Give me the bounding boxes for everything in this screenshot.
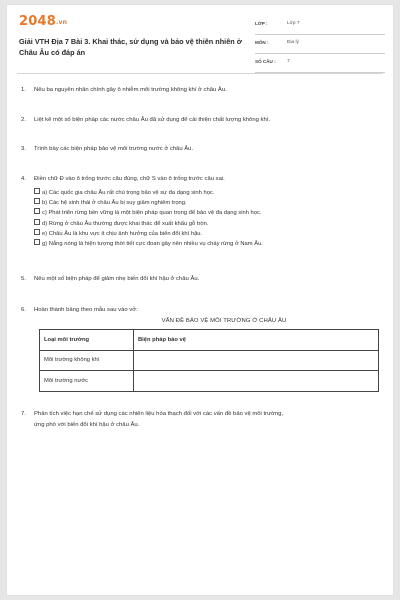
meta-label: MÔN : bbox=[255, 40, 269, 45]
question-number: 6. bbox=[21, 307, 26, 313]
question-text: Điền chữ Đ vào ô trống trước câu đúng, chữ S vào ô trống trước câu sai. bbox=[34, 176, 225, 182]
meta-panel bbox=[255, 16, 385, 73]
meta-value: Địa lý bbox=[287, 40, 299, 45]
true-false-item bbox=[34, 188, 374, 198]
environment-table bbox=[39, 329, 379, 392]
true-false-list bbox=[34, 188, 374, 249]
meta-value: 7 bbox=[287, 59, 290, 64]
meta-label: SỐ CÂU : bbox=[255, 59, 276, 64]
item-text: e) Châu Âu là khu vực ít chịu ảnh hưởng của biến đổi khí hậu. bbox=[42, 230, 203, 237]
meta-row-subject bbox=[255, 35, 385, 54]
question-number: 2. bbox=[21, 117, 26, 123]
table-row bbox=[40, 350, 379, 371]
true-false-item bbox=[34, 239, 374, 249]
question-number: 5. bbox=[21, 276, 26, 282]
table-row bbox=[40, 371, 379, 392]
site-logo[interactable] bbox=[19, 14, 67, 29]
question-text: Nêu một số biện pháp để giảm nhẹ biến đổi khí hậu ở châu Âu. bbox=[34, 276, 200, 282]
meta-label: LỚP : bbox=[255, 21, 268, 26]
true-false-item bbox=[34, 229, 374, 239]
true-false-item bbox=[34, 219, 374, 229]
question-text: Phân tích việc hạn chế sử dụng các nhiên liệu hóa thạch đối với các vấn đề bảo vệ môi trường, bbox=[34, 411, 284, 417]
question-number: 7. bbox=[21, 411, 26, 417]
worksheet-header bbox=[7, 5, 393, 75]
question-number: 3. bbox=[21, 146, 26, 152]
logo-suffix: .vn bbox=[55, 19, 68, 26]
answer-checkbox[interactable] bbox=[34, 239, 40, 245]
header-divider bbox=[17, 73, 383, 74]
item-text: b) Các hệ sinh thái ở châu Âu bị suy giảm nghiêm trọng. bbox=[42, 200, 187, 207]
question-number: 4. bbox=[21, 176, 26, 182]
answer-checkbox[interactable] bbox=[34, 188, 40, 194]
answer-checkbox[interactable] bbox=[34, 208, 40, 214]
item-text: d) Rừng ở châu Âu thường được khai thác để xuất khẩu gỗ tròn. bbox=[42, 220, 209, 227]
item-text: c) Phát triển rừng bền vững là một biện pháp quan trọng để bảo vệ đa dạng sinh học. bbox=[42, 210, 262, 217]
question-number: 1. bbox=[21, 87, 26, 93]
true-false-item bbox=[34, 208, 374, 218]
meta-value: Lớp 7 bbox=[287, 21, 300, 26]
table-cell: Môi trường nước bbox=[40, 371, 134, 392]
question-text: Nêu ba nguyên nhân chính gây ô nhiễm môi trường không khí ở châu Âu. bbox=[34, 87, 227, 93]
answer-checkbox[interactable] bbox=[34, 198, 40, 204]
worksheet-page bbox=[7, 5, 393, 595]
item-text: g) Nắng nóng là hiện tượng thời tiết cực đoan gây nên nhiều vụ cháy rừng ở Nam Âu. bbox=[42, 240, 263, 247]
table-cell: Môi trường không khí bbox=[40, 350, 134, 371]
table-header-row bbox=[40, 330, 379, 351]
question-text-continued: ứng phó với biến đổi khí hậu ở châu Âu. bbox=[34, 421, 140, 428]
table-caption: VẤN ĐỀ BẢO VỆ MÔI TRƯỜNG Ở CHÂU ÂU bbox=[161, 318, 287, 324]
column-header: Loại môi trường bbox=[40, 330, 134, 351]
question-text: Hoàn thành bảng theo mẫu sau vào vở: bbox=[34, 307, 138, 313]
column-header: Biện pháp bảo vệ bbox=[134, 330, 379, 351]
meta-row-count bbox=[255, 54, 385, 73]
table-cell bbox=[134, 371, 379, 392]
answer-checkbox[interactable] bbox=[34, 229, 40, 235]
item-text: a) Các quốc gia châu Âu rất chú trọng bảo vệ sự đa dạng sinh học. bbox=[42, 190, 215, 196]
table-cell bbox=[134, 350, 379, 371]
answer-checkbox[interactable] bbox=[34, 219, 40, 225]
logo-text: 2048 bbox=[19, 14, 56, 29]
true-false-item bbox=[34, 198, 374, 208]
document-title: Giải VTH Địa 7 Bài 3. Khai thác, sử dụng và bảo vệ thiên nhiên ở Châu Âu có đáp án bbox=[19, 37, 242, 57]
meta-row-class bbox=[255, 16, 385, 35]
question-text: Trình bày các biện pháp bảo vệ môi trường nước ở châu Âu. bbox=[34, 146, 194, 152]
question-text: Liệt kê một số biện pháp các nước châu Âu đã sử dụng để cải thiện chất lượng không khí. bbox=[34, 117, 271, 123]
